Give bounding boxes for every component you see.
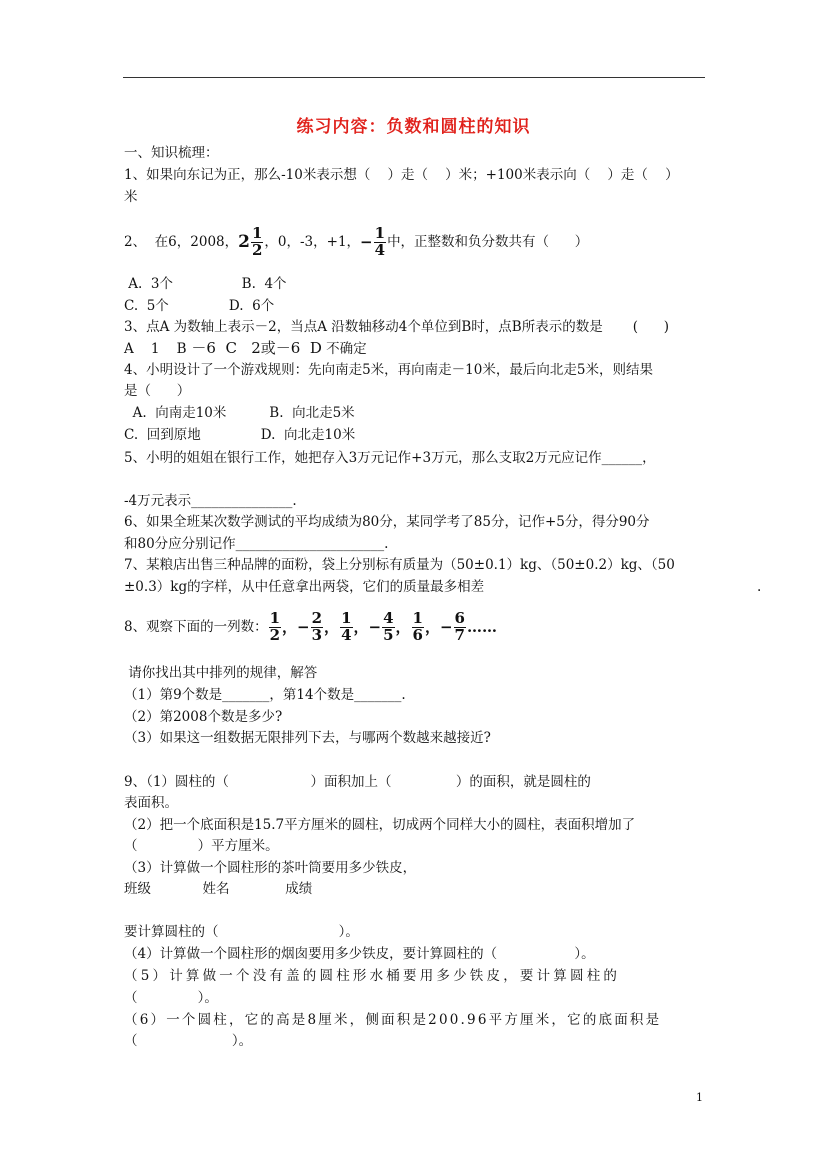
separator: ，−: [282, 617, 310, 636]
question-8-part-3: （3）如果这一组数据无限排列下去，与哪两个数越来越接近?: [124, 730, 491, 746]
question-5-line-2: -4万元表示_______________.: [124, 493, 297, 509]
question-3-option-b-value: －6: [186, 339, 226, 357]
fraction-denominator: 6: [412, 625, 423, 644]
separator: ，: [395, 617, 411, 636]
question-6-line-1: 6、如果全班某次数学测试的平均成绩为80分，某同学考了85分，记作+5分，得分90分: [124, 514, 650, 530]
fraction-numerator: 1: [412, 609, 423, 627]
separator: ，: [324, 617, 340, 636]
question-2-suffix: 中，正整数和负分数共有（ ）: [387, 233, 589, 250]
fraction-denominator: 7: [454, 625, 465, 644]
question-9-part-2-line-1: （2）把一个底面积是15.7平方厘米的圆柱，切成两个同样大小的圆柱，表面积增加了: [124, 817, 636, 833]
question-8-sequence: [124, 611, 497, 644]
question-9-part-6-line-1: （6）一个圆柱，它的高是8厘米，侧面积是200.96平方厘米，它的底面积是: [124, 1012, 662, 1028]
fraction-denominator: 5: [383, 625, 394, 644]
question-9-line-1: 9、（1）圆柱的（ ）面积加上（ ）的面积，就是圆柱的: [124, 774, 591, 790]
fraction-denominator: 4: [374, 240, 386, 259]
question-2-options-ab: A. 3个 B. 4个: [124, 276, 287, 292]
fraction-numerator: 2: [311, 609, 323, 627]
question-3-option-d-text: 不确定: [321, 341, 367, 357]
fraction-numerator: 6: [454, 609, 465, 627]
question-8-intro: 请你找出其中排列的规律，解答: [124, 665, 318, 681]
fraction-numerator: 1: [341, 609, 352, 627]
ellipsis: ……: [466, 617, 497, 636]
question-1-line-2: 米: [124, 189, 138, 205]
question-4-options-ab: A. 向南走10米 B. 向北走5米: [124, 405, 355, 421]
question-9-part-4: （4）计算做一个圆柱形的烟囱要用多少铁皮，要计算圆柱的（ ）。: [124, 946, 595, 962]
question-9-line-2: 表面积。: [124, 795, 178, 811]
separator: ，−: [353, 617, 382, 636]
question-3-options-ab: A 1 B: [124, 341, 187, 357]
question-1-line-1: 1、如果向东记为正，那么-10米表示想（ ）走（ ）米；+100米表示向（ ）走（ ）: [124, 167, 679, 183]
fraction-denominator: 4: [341, 625, 352, 644]
sequence-fraction: [311, 611, 323, 644]
question-8-prefix: 8、观察下面的一列数：: [124, 618, 268, 635]
page-title: 练习内容：负数和圆柱的知识: [296, 117, 531, 137]
question-8-part-1: （1）第9个数是_______，第14个数是_______.: [124, 687, 406, 703]
question-9-part-2-line-2: （ ）平方厘米。: [124, 838, 279, 854]
question-3-options: [124, 341, 367, 357]
question-8-part-2: （2）第2008个数是多少?: [124, 709, 283, 725]
question-3: 3、点A 为数轴上表示－2，当点A 沿数轴移动4个单位到B时，点B所表示的数是 ( ): [124, 319, 670, 335]
sequence-fraction: [412, 611, 424, 644]
question-7-line-1: 7、某粮店出售三种品牌的面粉，袋上分别标有质量为（50±0.1）kg、（50±0.2）kg、（50: [124, 557, 675, 573]
sequence-fraction: [382, 611, 394, 644]
separator: ，−: [424, 617, 453, 636]
question-2-mid: ，0，-3，+1，: [264, 233, 361, 250]
fraction-numerator: 1: [374, 224, 386, 242]
question-6-line-2: 和80分应分别记作______________________.: [124, 536, 389, 552]
sequence-fraction: [269, 611, 281, 644]
question-7-line-2: ±0.3）kg的字样，从中任意拿出两袋，它们的质量最多相差: [124, 579, 485, 595]
fraction-numerator: 1: [251, 224, 263, 242]
question-2-options-cd: C. 5个 D. 6个: [124, 298, 275, 314]
question-9-part-5-line-1: （5）计算做一个没有盖的圆柱形水桶要用多少铁皮，要计算圆柱的: [124, 968, 621, 984]
fraction-denominator: 3: [311, 625, 323, 644]
question-2: [124, 226, 588, 259]
question-4-line-2: 是（ ）: [124, 383, 191, 399]
sequence-fraction: [340, 611, 352, 644]
mixed-number-fraction: [251, 226, 263, 259]
negative-fraction: [374, 226, 386, 259]
section-heading: 一、知识梳理：: [124, 145, 219, 161]
negative-sign: −: [360, 232, 373, 251]
question-9-part-3b: 要计算圆柱的（ ）。: [124, 924, 359, 940]
fraction-numerator: 1: [269, 609, 281, 627]
question-4-line-1: 4、小明设计了一个游戏规则：先向南走5米，再向南走－10米，最后向北走5米，则结果: [124, 362, 653, 378]
fraction-numerator: 4: [383, 609, 394, 627]
question-3-option-d-letter: D: [309, 339, 322, 357]
mixed-number-whole: 2: [238, 231, 250, 252]
question-3-option-c: C 2或－6: [225, 339, 310, 357]
header-rule: [123, 77, 705, 78]
class-name-score-line: 班级 姓名 成绩: [124, 881, 313, 897]
question-5-line-1: 5、小明的姐姐在银行工作，她把存入3万元记作+3万元，那么支取2万元应记作______，: [124, 450, 656, 466]
question-9-part-3: （3）计算做一个圆柱形的茶叶筒要用多少铁皮，: [124, 860, 417, 876]
question-9-part-6-line-2: （ ）。: [124, 1033, 253, 1049]
page-number: 1: [696, 1091, 703, 1104]
question-9-part-5-line-2: （ ）。: [124, 990, 218, 1006]
fraction-denominator: 2: [269, 625, 281, 644]
question-4-options-cd: C. 回到原地 D. 向北走10米: [124, 427, 356, 443]
question-2-prefix: 2、 在6，2008，: [124, 233, 239, 250]
question-7-period: .: [757, 579, 762, 595]
fraction-denominator: 2: [251, 240, 263, 259]
sequence-fraction: [454, 611, 466, 644]
